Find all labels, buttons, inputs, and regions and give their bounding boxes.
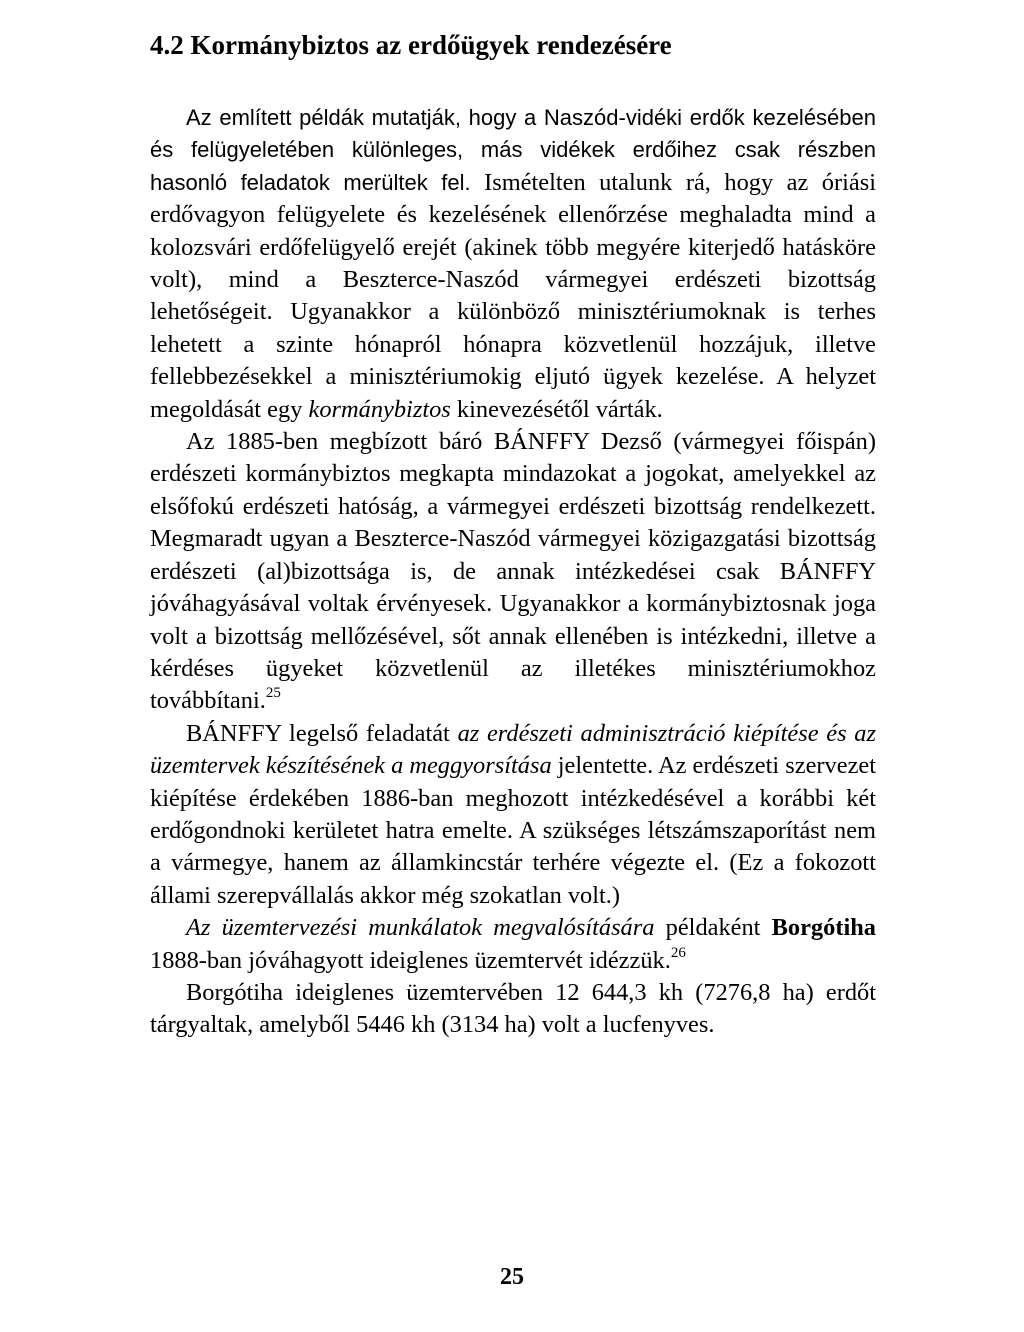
section-heading: 4.2 Kormánybiztos az erdőügyek rendezésére: [150, 30, 672, 60]
paragraph-3-emphasis: az erdészeti adminisztráció kiépítése és az üzemtervek készítésének a meggyorsítása: [150, 719, 876, 780]
paragraph-4-place-name: Borgótiha: [771, 914, 876, 942]
paragraph-5-body: Borgótiha ideiglenes üzemtervében 12 644,3 kh (7276,8 ha) erdőt tárgyaltak, amelyből 5446 kh (3134 ha) volt a lucfenyves.: [150, 978, 876, 1039]
paragraph-1: [150, 102, 876, 426]
paragraph-1-body: Ismételten utalunk rá, hogy az óriási erdővagyon felügyelete és kezelésének ellenőrzése meghaladta mind a kolozsvári erdőfelügyelő erejét (akinek több megyére kiterjedő hatásköre volt), mind a Beszterce-Naszód vármegyei erdészeti bizottság lehetőségeit. Ugyanakkor a különböző minisztériumoknak is terhes lehetett a szinte hónapról hónapra közvetlenül hozzájuk, illetve fellebbezésekkel a minisztériumokig eljutó ügyek kezelése. A helyzet megoldását egy: [150, 168, 876, 423]
page-body: [150, 28, 876, 1042]
paragraph-4-body: 1888-ban jóváhagyott ideiglenes üzemtervét idézzük.: [150, 946, 671, 974]
page-number: 25: [500, 1264, 524, 1290]
footnote-marker-26: 26: [670, 944, 686, 961]
paragraph-5: [150, 977, 876, 1042]
paragraph-1-emphasis: kormánybiztos: [308, 395, 451, 423]
paragraph-3-body: jelentette. Az erdészeti szervezet kiépítése érdekében 1886-ban meghozott intézkedésével a korábbi két erdőgondnoki kerületet hatra emelte. A szükséges létszámszaporítást nem a vármegye, hanem az államkincstár terhére végezte el. (Ez a fokozott állami szerepvállalás akkor még szokatlan volt.): [150, 752, 876, 909]
paragraph-3: [150, 718, 876, 912]
paragraph-2: [150, 426, 876, 718]
footnote-marker-25: 25: [265, 685, 281, 702]
paragraph-4-mid: példaként: [665, 914, 761, 942]
paragraph-4-emphasis: Az üzemtervezési munkálatok megvalósítására: [186, 914, 655, 942]
paragraph-4: [150, 912, 876, 977]
paragraph-1-end: kinevezésétől várták.: [456, 395, 663, 423]
paragraph-1-intro: Az említett példák mutatják, hogy a Naszód-vidéki erdők kezelésében és felügyeletében különleges, más vidékek erdőihez csak részben hasonló feladatok merültek fel.: [150, 105, 876, 195]
paragraph-2-body: Az 1885-ben megbízott báró BÁNFFY Dezső (vármegyei főispán) erdészeti kormánybiztos megkapta mindazokat a jogokat, amelyekkel az elsőfokú erdészeti hatóság, a vármegyei erdészeti bizottság rendelkezett. Megmaradt ugyan a Beszterce-Naszód vármegyei közigazgatási bizottság erdészeti (al)bizottsága is, de annak intézkedései csak BÁNFFY jóváhagyásával voltak érvényesek. Ugyanakkor a kormánybiztosnak joga volt a bizottság mellőzésével, sőt annak ellenében is intézkedni, illetve a kérdéses ügyeket közvetlenül az illetékes minisztériumokhoz továbbítani.: [150, 428, 876, 715]
paragraph-3-start: BÁNFFY legelső feladatát: [186, 719, 450, 747]
